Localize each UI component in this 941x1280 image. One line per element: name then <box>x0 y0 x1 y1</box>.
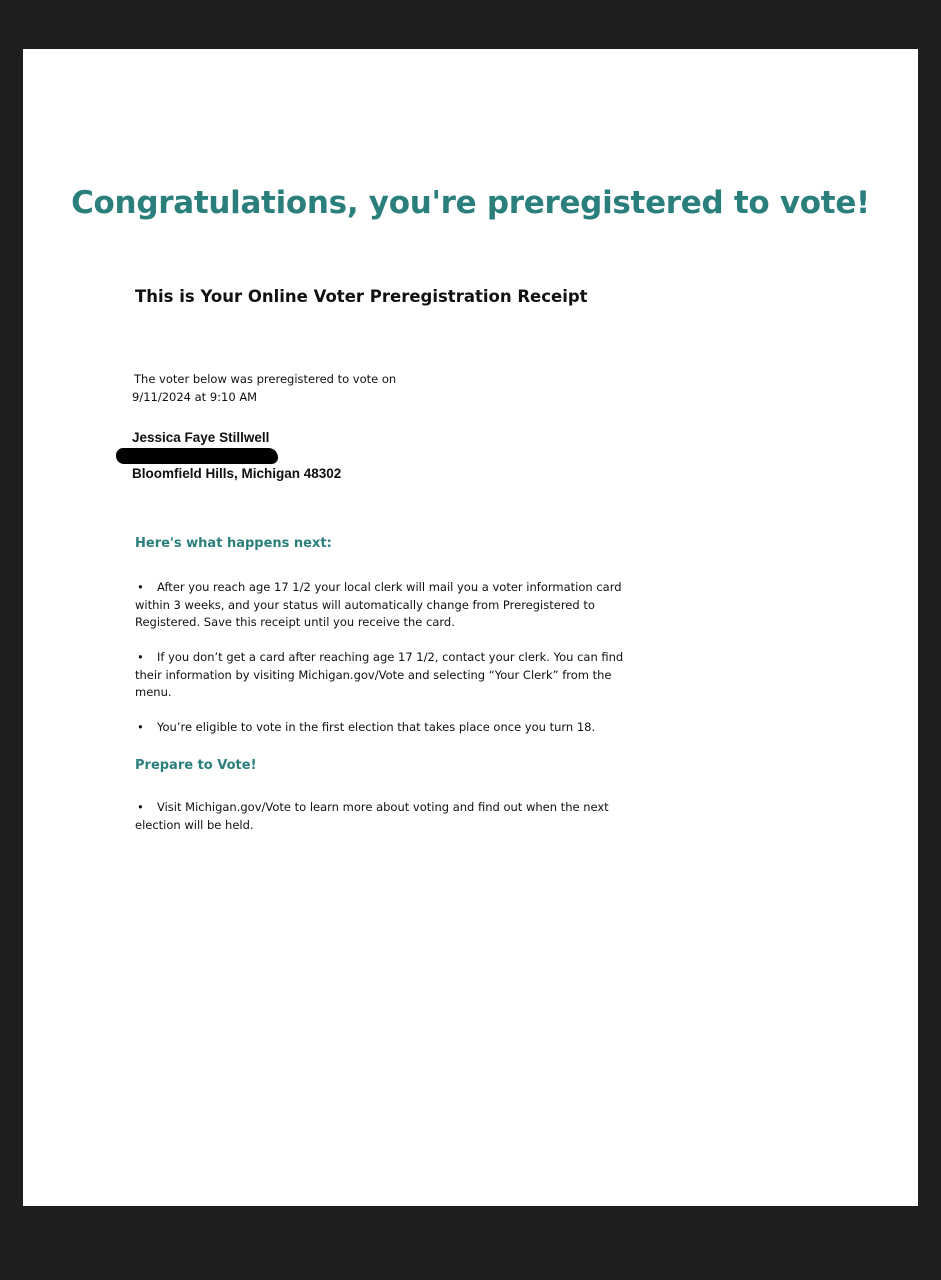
redaction-mark <box>116 448 278 464</box>
registration-date: 9/11/2024 at 9:10 AM <box>132 390 258 404</box>
prepare-item <box>135 799 645 834</box>
bullet-mark: • <box>137 580 144 594</box>
next-steps-heading: Here's what happens next: <box>135 536 332 551</box>
voter-city-line: Bloomfield Hills, Michigan 48302 <box>132 466 342 481</box>
voter-name: Jessica Faye Stillwell <box>132 430 270 445</box>
street-address <box>132 447 341 465</box>
receipt-title: This is Your Online Voter Preregistration Receipt <box>135 287 588 306</box>
receipt-document <box>23 49 918 1206</box>
voter-address-block <box>132 429 341 483</box>
next-step-item <box>135 649 645 702</box>
prepare-heading: Prepare to Vote! <box>135 758 257 773</box>
bullet-mark: • <box>137 720 144 734</box>
next-step-text: If you don’t get a card after reaching age 17 1/2, contact your clerk. You can find their information by visiting Michigan.gov/Vote and selecting “Your Clerk” from the menu. <box>135 650 624 699</box>
congratulations-headline: Congratulations, you're preregistered to vote! <box>71 185 870 221</box>
next-step-item <box>135 719 645 737</box>
bullet-mark: • <box>137 800 144 814</box>
intro-line: The voter below was preregistered to vote on <box>134 372 397 386</box>
next-step-text: You’re eligible to vote in the first election that takes place once you turn 18. <box>157 720 596 734</box>
bullet-mark: • <box>137 650 144 664</box>
prepare-text: Visit Michigan.gov/Vote to learn more about voting and find out when the next election will be held. <box>135 800 609 832</box>
next-step-text: After you reach age 17 1/2 your local clerk will mail you a voter information card within 3 weeks, and your status will automatically change from Preregistered to Registered. Save this receipt until you receive the card. <box>135 580 622 629</box>
registration-intro <box>134 370 396 406</box>
next-step-item <box>135 579 645 632</box>
